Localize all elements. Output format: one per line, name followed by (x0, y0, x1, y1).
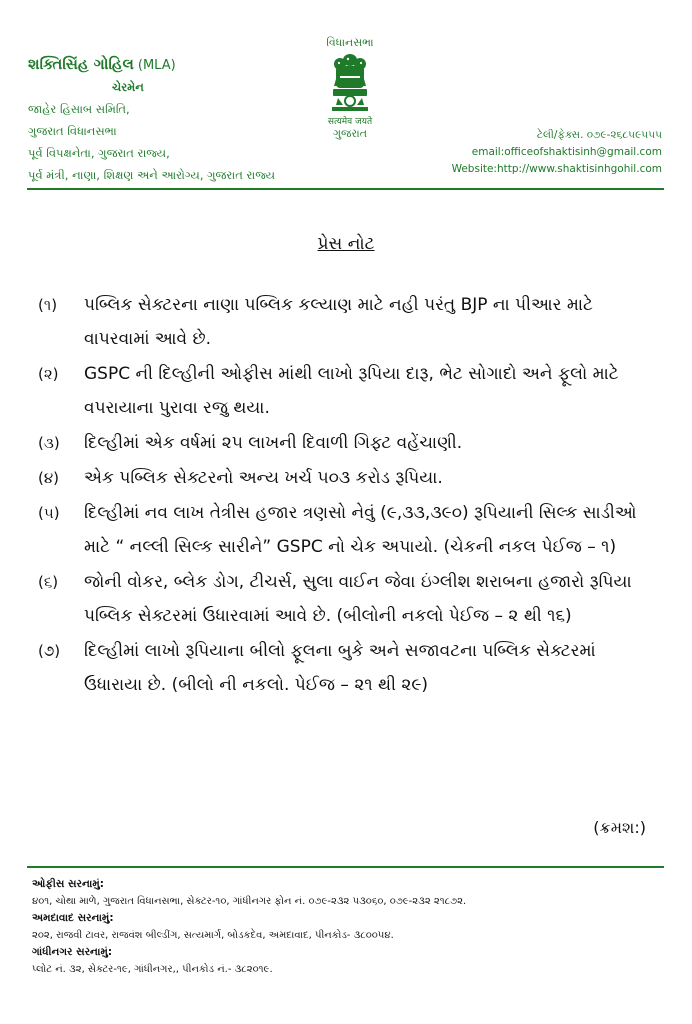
item-number: (૨) (38, 365, 59, 383)
list-item (38, 357, 652, 425)
page-title-text: પ્રેસ નોટ (317, 234, 375, 254)
ahmedabad-address-text: ૨૦૨, રાજવી ટાવર, રાજવંશ બીલ્ડીંગ, સત્યમાર્ગ, બોડકદેવ, અમદાવાદ, પીનકોડ- ૩૮૦૦૫૪. (32, 930, 394, 941)
contact-block (452, 127, 662, 178)
item-number: (૭) (38, 642, 61, 660)
item-text: જોની વોકર, બ્લેક ડોગ, ટીચર્સ, સુલા વાઈન જેવા ઇંગ્લીશ શરાબના હજારો રૂપિયા પબ્લિક સેક્ટરમાં ઉધારવામાં આવે છે. (બીલોની નકલો પેઈજ – ૨ થી ૧૬) (84, 572, 632, 626)
item-text: દિલ્હીમાં લાખો રૂપિયાના બીલો ફૂલના બુકે અને સજાવટના પબ્લિક સેક્ટરમાં ઉધારાયા છે. (બીલો ની નકલો. પેઈજ – ૨૧ થી ૨૯) (84, 641, 596, 695)
page-title (0, 234, 692, 254)
emblem-motto: सत्यमेव जयते (327, 117, 373, 127)
item-number: (૪) (38, 469, 60, 487)
designation-line-4: પૂર્વ મંત્રી, નાણા, શિક્ષણ અને આરોગ્ય, ગુજરાત રાજ્ય (28, 168, 276, 182)
item-number: (૫) (38, 504, 60, 522)
list-item (38, 426, 652, 460)
item-number: (૬) (38, 573, 59, 591)
designation-line-1: જાહેર હિસાબ સમિતિ, (28, 102, 130, 116)
list-item (38, 565, 652, 633)
item-text: GSPC ની દિલ્હીની ઓફીસ માંથી લાખો રૂપિયા દારૂ, ભેટ સોગાદો અને ફૂલો માટે વપરાયાના પુરાવા રજુ થયા. (84, 364, 619, 418)
mla-suffix: (MLA) (137, 58, 176, 73)
item-number: (૧) (38, 296, 58, 314)
item-text: એક પબ્લિક સેક્ટરનો અન્ય ખર્ચ ૫૦૩ કરોડ રૂપિયા. (84, 468, 443, 488)
ahmedabad-address-heading: અમદાવાદ સરનામું: (32, 912, 114, 924)
assembly-label: વિધાનસભા (326, 36, 374, 49)
gandhinagar-address-text: પ્લોટ નં. ૩૨, સેક્ટર-૧૯, ગાંધીનગર,, પીનકોડ નં.- ૩૮૨૦૧૯. (32, 964, 273, 975)
gandhinagar-address-heading: ગાંધીનગર સરનામું: (32, 946, 113, 958)
list-item (38, 634, 652, 702)
list-item (38, 288, 652, 356)
continued-marker: (ક્રમશ:) (593, 818, 646, 837)
mla-name-text: શક્તિસિંહ ગોહિલ (28, 55, 134, 73)
chairman-title: ચેરમેન (112, 80, 144, 94)
state-emblem-block (300, 36, 400, 141)
designation-line-2: ગુજરાત વિધાનસભા (28, 124, 117, 138)
list-item (38, 496, 652, 564)
item-text: દિલ્હીમાં એક વર્ષમાં ૨૫ લાખની દિવાળી ગિફ્ટ વહેંચાણી. (84, 433, 463, 453)
lion-capital-emblem-icon (328, 52, 372, 114)
state-label: ગુજરાત (332, 127, 368, 140)
mla-name (28, 54, 328, 76)
list-item (38, 461, 652, 495)
item-text: દિલ્હીમાં નવ લાખ તેત્રીસ હજાર ત્રણસો નેવું (૯,૩૩,૩૯૦) રૂપિયાની સિલ્ક સાડીઓ માટે “ નલ્લી સિલ્ક સારીને” GSPC નો ચેક અપાયો. (ચેકની નકલ પેઈજ – ૧) (84, 503, 637, 557)
letterhead-left (28, 54, 328, 186)
footer-divider (27, 866, 664, 868)
email-address: email:officeofshaktisinh@gmail.com (471, 146, 662, 158)
footer-addresses (32, 876, 466, 978)
item-text: પબ્લિક સેક્ટરના નાણા પબ્લિક કલ્યાણ માટે નહી પરંતુ BJP ના પીઆર માટે વાપરવામાં આવે છે. (84, 295, 593, 349)
item-number: (૩) (38, 434, 60, 452)
website-address: Website:http://www.shaktisinhgohil.com (451, 163, 662, 175)
header-divider (27, 188, 664, 190)
press-note-points (38, 288, 652, 703)
office-address-text: ૪૦૧, ચોથા માળે, ગુજરાત વિધાનસભા, સેક્ટર-૧૦, ગાંધીનગર ફોન નં. ૦૭૯-૨૩૨ ૫૩૦૬૦, ૦૭૯-૨૩૨ ૨૧૮૭૨. (32, 896, 467, 907)
designation-line-3: પૂર્વ વિપક્ષનેતા, ગુજરાત રાજ્ય, (28, 146, 170, 160)
phone-fax: ટેલી/ફેક્સ. ૦૭૯-૨૬૮૫૯૫૫૫ (536, 129, 662, 141)
office-address-heading: ઓફીસ સરનામું: (32, 878, 104, 890)
